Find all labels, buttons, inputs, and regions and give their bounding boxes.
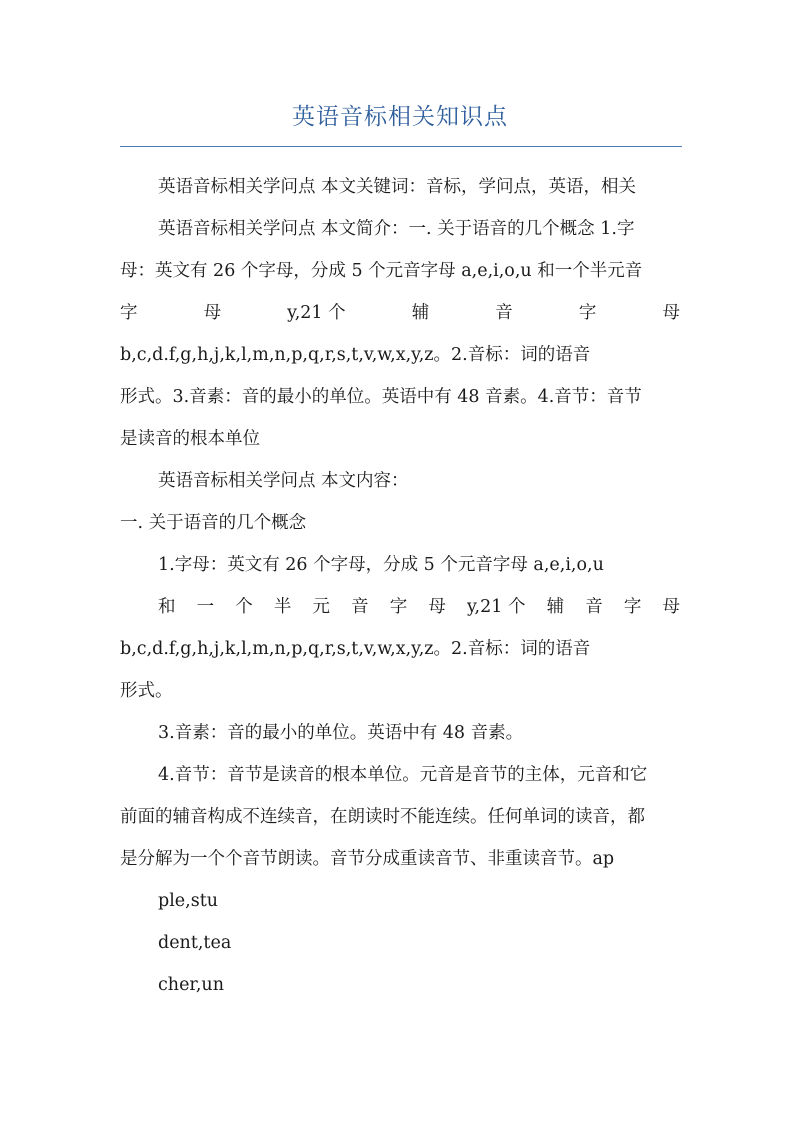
spread-word: 辅 bbox=[546, 597, 565, 617]
spread-word: y,21 个 bbox=[287, 303, 346, 323]
spread-word: 半 bbox=[273, 597, 292, 617]
example-word-line: cher,un bbox=[158, 975, 224, 995]
paragraph-line-spread bbox=[158, 594, 680, 620]
spread-word: 音 bbox=[585, 597, 603, 617]
spread-word: 一 bbox=[196, 597, 215, 617]
keywords-line: 英语音标相关学问点 本文关键词：音标，学问点，英语，相关 bbox=[158, 177, 637, 197]
title-underline bbox=[120, 146, 682, 147]
spread-word: 字 bbox=[623, 597, 642, 617]
paragraph-line: 是读音的根本单位 bbox=[120, 429, 260, 449]
paragraph-line-spread bbox=[120, 300, 680, 326]
summary-line: 英语音标相关学问点 本文简介：一. 关于语音的几个概念 1.字 bbox=[158, 219, 635, 239]
spread-word: 母 bbox=[203, 303, 222, 323]
paragraph-line: 前面的辅音构成不连续音，在朗读时不能连续。任何单词的读音，都 bbox=[120, 807, 645, 827]
paragraph-line: 是分解为一个个音节朗读。音节分成重读音节、非重读音节。ap bbox=[120, 849, 615, 869]
paragraph-line: 3.音素：音的最小的单位。英语中有 48 音素。 bbox=[158, 723, 524, 743]
spread-word: y,21 个 bbox=[467, 597, 526, 617]
paragraph-line: 4.音节：音节是读音的根本单位。元音是音节的主体，元音和它 bbox=[158, 765, 648, 785]
spread-word: 元 bbox=[312, 597, 330, 617]
paragraph-line: 母：英文有 26 个字母，分成 5 个元音字母 a,e,i,o,u 和一个半元音 bbox=[120, 261, 643, 281]
spread-word: 母 bbox=[428, 597, 446, 617]
spread-word: 母 bbox=[662, 303, 680, 323]
section-heading: 一. 关于语音的几个概念 bbox=[120, 513, 307, 533]
spread-word: 音 bbox=[495, 303, 513, 323]
content-heading-line: 英语音标相关学问点 本文内容： bbox=[158, 471, 409, 491]
spread-word: 个 bbox=[235, 597, 253, 617]
paragraph-line: b,c,d.f,g,h,j,k,l,m,n,p,q,r,s,t,v,w,x,y,z。2.音标：词的语音 bbox=[120, 639, 591, 659]
spread-word: 字 bbox=[389, 597, 408, 617]
spread-word: 母 bbox=[662, 597, 680, 617]
spread-word: 字 bbox=[578, 303, 597, 323]
paragraph-line: 形式。 bbox=[120, 681, 173, 701]
spread-word: 辅 bbox=[411, 303, 430, 323]
example-word-line: dent,tea bbox=[158, 933, 232, 953]
spread-word: 音 bbox=[351, 597, 369, 617]
paragraph-line: b,c,d.f,g,h,j,k,l,m,n,p,q,r,s,t,v,w,x,y,z。2.音标：词的语音 bbox=[120, 345, 591, 365]
example-word-line: ple,stu bbox=[158, 891, 219, 911]
paragraph-line: 形式。3.音素：音的最小的单位。英语中有 48 音素。4.音节：音节 bbox=[120, 387, 642, 407]
document-title: 英语音标相关知识点 bbox=[292, 104, 508, 130]
spread-word: 和 bbox=[158, 597, 176, 617]
paragraph-line: 1.字母：英文有 26 个字母，分成 5 个元音字母 a,e,i,o,u bbox=[158, 555, 604, 575]
spread-word: 字 bbox=[120, 303, 138, 323]
